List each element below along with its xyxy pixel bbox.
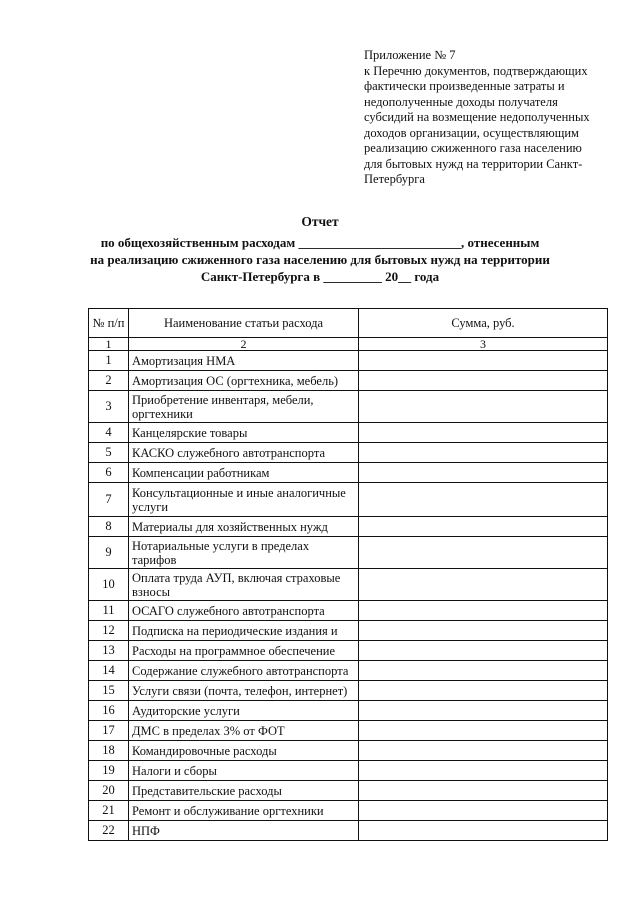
row-number: 21 [89, 801, 129, 821]
expense-name: Нотариальные услуги в пределах тарифов [129, 537, 359, 569]
table-header-row [89, 309, 608, 338]
sum-cell[interactable] [359, 761, 608, 781]
column-index: 2 [129, 338, 359, 351]
table-row [89, 483, 608, 517]
sum-cell[interactable] [359, 721, 608, 741]
column-index: 3 [359, 338, 608, 351]
sum-cell[interactable] [359, 621, 608, 641]
table-row [89, 701, 608, 721]
table-row [89, 517, 608, 537]
sum-cell[interactable] [359, 661, 608, 681]
sum-cell[interactable] [359, 443, 608, 463]
row-number: 20 [89, 781, 129, 801]
row-number: 6 [89, 463, 129, 483]
table-row [89, 661, 608, 681]
sum-cell[interactable] [359, 351, 608, 371]
expense-name: Подписка на периодические издания и [129, 621, 359, 641]
sum-cell[interactable] [359, 391, 608, 423]
expense-name: Канцелярские товары [129, 423, 359, 443]
row-number: 11 [89, 601, 129, 621]
row-number: 4 [89, 423, 129, 443]
expense-name: ОСАГО служебного автотранспорта [129, 601, 359, 621]
table-row [89, 641, 608, 661]
subtitle-line: Санкт-Петербурга в _________ 20__ года [200, 269, 440, 284]
appendix-note [364, 48, 614, 188]
row-number: 10 [89, 569, 129, 601]
expense-name: ДМС в пределах 3% от ФОТ [129, 721, 359, 741]
sum-cell[interactable] [359, 569, 608, 601]
table-row [89, 681, 608, 701]
appendix-line: фактически произведенные затраты и [364, 79, 565, 93]
appendix-line: недополученные доходы получателя [364, 94, 558, 109]
expense-table [88, 308, 608, 841]
subtitle-line: по общехозяйственным расходам _________________________, отнесенным [100, 235, 540, 250]
row-number: 14 [89, 661, 129, 681]
appendix-line: к Перечню документов, подтверждающих [364, 63, 588, 78]
table-row [89, 821, 608, 841]
table-row [89, 621, 608, 641]
appendix-line: реализацию сжиженного газа населению [364, 141, 582, 155]
row-number: 9 [89, 537, 129, 569]
table-row [89, 537, 608, 569]
sum-cell[interactable] [359, 681, 608, 701]
row-number: 18 [89, 741, 129, 761]
sum-cell[interactable] [359, 371, 608, 391]
table-row [89, 721, 608, 741]
table-row [89, 423, 608, 443]
table-row [89, 761, 608, 781]
expense-name: Компенсации работникам [129, 463, 359, 483]
row-number: 15 [89, 681, 129, 701]
table-row [89, 443, 608, 463]
appendix-line: субсидий на возмещение недополученных [364, 110, 590, 124]
table-row [89, 741, 608, 761]
appendix-line: Петербурга [364, 172, 425, 186]
row-number: 19 [89, 761, 129, 781]
table-row [89, 351, 608, 371]
row-number: 22 [89, 821, 129, 841]
expense-name: КАСКО служебного автотранспорта [129, 443, 359, 463]
row-number: 1 [89, 351, 129, 371]
sum-cell[interactable] [359, 821, 608, 841]
row-number: 2 [89, 371, 129, 391]
report-subtitle [60, 234, 580, 285]
sum-cell[interactable] [359, 423, 608, 443]
header-expense-name: Наименование статьи расхода [129, 309, 359, 338]
row-number: 5 [89, 443, 129, 463]
expense-name: Содержание служебного автотранспорта [129, 661, 359, 681]
expense-name: Приобретение инвентаря, мебели, оргтехники [129, 391, 359, 423]
subtitle-line: на реализацию сжиженного газа населению для бытовых нужд на территории [90, 252, 550, 267]
sum-cell[interactable] [359, 701, 608, 721]
expense-name: Услуги связи (почта, телефон, интернет) [129, 681, 359, 701]
expense-name: НПФ [129, 821, 359, 841]
header-sum: Сумма, руб. [359, 309, 608, 338]
table-row [89, 391, 608, 423]
row-number: 16 [89, 701, 129, 721]
sum-cell[interactable] [359, 801, 608, 821]
table-row [89, 569, 608, 601]
row-number: 13 [89, 641, 129, 661]
expense-name: Ремонт и обслуживание оргтехники [129, 801, 359, 821]
report-title: Отчет [301, 214, 339, 229]
expense-name: Амортизация НМА [129, 351, 359, 371]
table-row [89, 601, 608, 621]
sum-cell[interactable] [359, 741, 608, 761]
expense-name: Консультационные и иные аналогичные услуги [129, 483, 359, 517]
table-row [89, 371, 608, 391]
sum-cell[interactable] [359, 641, 608, 661]
expense-name: Представительские расходы [129, 781, 359, 801]
expense-name: Командировочные расходы [129, 741, 359, 761]
column-index-row [89, 338, 608, 351]
row-number: 17 [89, 721, 129, 741]
appendix-line: Приложение № 7 [364, 48, 456, 62]
header-number: № п/п [89, 309, 129, 338]
sum-cell[interactable] [359, 483, 608, 517]
table-row [89, 801, 608, 821]
appendix-line: доходов организации, осуществляющим [364, 125, 579, 140]
row-number: 7 [89, 483, 129, 517]
expense-name: Аудиторские услуги [129, 701, 359, 721]
expense-name: Амортизация ОС (оргтехника, мебель) [129, 371, 359, 391]
sum-cell[interactable] [359, 601, 608, 621]
sum-cell[interactable] [359, 781, 608, 801]
sum-cell[interactable] [359, 517, 608, 537]
expense-name: Материалы для хозяйственных нужд [129, 517, 359, 537]
table-row [89, 781, 608, 801]
expense-name: Расходы на программное обеспечение [129, 641, 359, 661]
sum-cell[interactable] [359, 463, 608, 483]
row-number: 12 [89, 621, 129, 641]
expense-name: Налоги и сборы [129, 761, 359, 781]
appendix-line: для бытовых нужд на территории Санкт- [364, 156, 583, 171]
row-number: 8 [89, 517, 129, 537]
column-index: 1 [89, 338, 129, 351]
table-row [89, 463, 608, 483]
row-number: 3 [89, 391, 129, 423]
sum-cell[interactable] [359, 537, 608, 569]
expense-name: Оплата труда АУП, включая страховые взносы [129, 569, 359, 601]
